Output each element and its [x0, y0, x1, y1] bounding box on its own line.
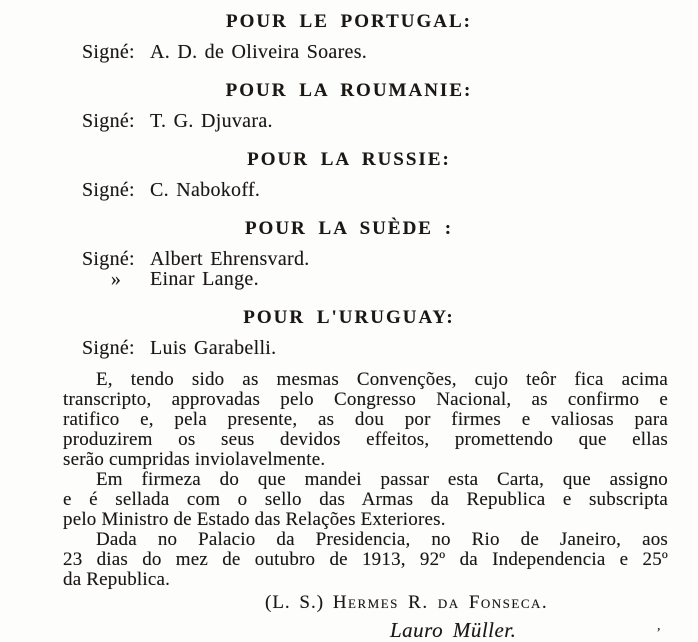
signature-line — [82, 180, 698, 200]
signature-name: Luis Garabelli. — [150, 337, 277, 359]
signature-name: Einar Lange. — [150, 268, 259, 290]
paragraph-line: e é sellada com o sello das Armas da Republica e subscripta — [63, 489, 668, 510]
country-heading-russie: POUR LA RUSSIE: — [247, 149, 451, 170]
ink-mark: ’ — [655, 626, 660, 641]
signature-prefix: Signé: — [82, 110, 135, 132]
dateline-paragraph — [63, 530, 668, 590]
paragraph-line: da Republica. — [63, 569, 171, 590]
ratification-paragraph — [63, 370, 668, 470]
country-heading-suede: POUR LA SUÈDE : — [244, 218, 454, 239]
seal-statement-paragraph — [63, 470, 668, 530]
signature-name: T. G. Djuvara. — [150, 110, 273, 132]
ditto-mark: » — [110, 268, 122, 290]
paragraph-line: 23 dias do mez de outubro de 1913, 92º da Independencia e 25º — [63, 549, 668, 570]
signature-prefix: Signé: — [82, 337, 135, 359]
signature-prefix: Signé: — [82, 41, 135, 63]
minister-signature: Lauro Müller. — [390, 618, 517, 642]
country-heading-uruguay: POUR L'URUGUAY: — [243, 307, 455, 328]
body-text — [0, 370, 698, 590]
seal-abbreviation: (L. S.) — [265, 592, 325, 613]
paragraph-line: Dada no Palacio da Presidencia, no Rio de Janeiro, aos — [96, 529, 668, 550]
signature-line — [82, 111, 698, 131]
paragraph-line: E, tendo sido as mesmas Convenções, cujo teôr fica acima — [96, 369, 668, 390]
signature-name: Albert Ehrensvard. — [150, 248, 310, 270]
seal-signature-line — [0, 592, 698, 614]
country-heading-roumanie: POUR LA ROUMANIE: — [225, 80, 473, 101]
paragraph-line: Em firmeza do que mandei passar esta Carta, que assigno — [96, 469, 668, 490]
signature-name: C. Nabokoff. — [150, 179, 261, 201]
president-signature: Hermes R. da Fonseca. — [332, 592, 549, 613]
paragraph-line: pelo Ministro de Estado das Relações Exteriores. — [63, 509, 446, 530]
paragraph-line: transcripto, approvadas pelo Congresso Nacional, as confirmo e — [63, 389, 668, 410]
signature-prefix: Signé: — [82, 179, 135, 201]
paragraph-line: produzirem os seus devidos effeitos, promettendo que ellas — [63, 429, 668, 450]
signature-line — [82, 338, 698, 358]
signature-line — [82, 269, 698, 289]
signature-name: A. D. de Oliveira Soares. — [150, 41, 368, 63]
paragraph-line: ratifico e, pela presente, as dou por firmes e valiosas para — [63, 409, 668, 430]
signature-line — [82, 249, 698, 269]
signature-prefix: Signé: — [82, 248, 135, 270]
signature-line — [82, 42, 698, 62]
paragraph-line: serão cumpridas inviolavelmente. — [63, 449, 326, 470]
country-heading-portugal: POUR LE PORTUGAL: — [225, 11, 472, 32]
countersignature-line — [0, 618, 698, 642]
